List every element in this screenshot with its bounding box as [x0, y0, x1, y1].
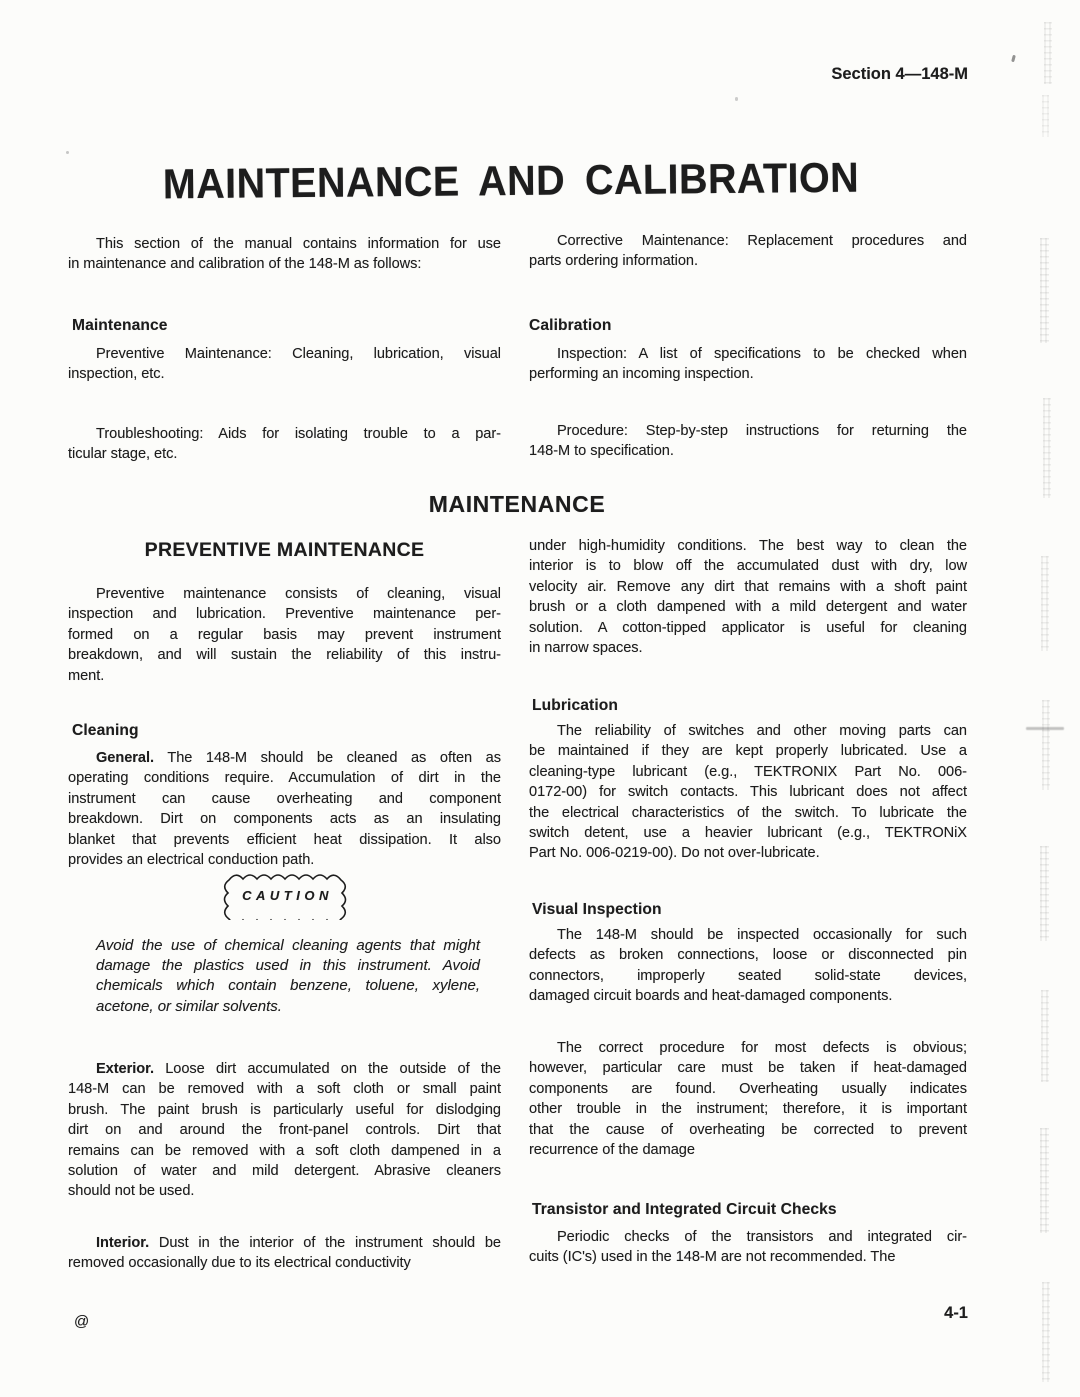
- text-line: that the cause of overheating be corrected to prevent: [529, 1121, 967, 1138]
- text-line: removed occasionally due to its electrical conductivity: [68, 1255, 411, 1272]
- text-line: 148-M to specification.: [529, 443, 674, 460]
- printer-mark: @: [74, 1313, 90, 1330]
- text-line: brush. The paint brush is particularly useful for dislodging: [68, 1101, 501, 1118]
- text-line: ment.: [68, 667, 105, 684]
- text-line: breakdown. Dirt on components acts as an insulating: [68, 811, 501, 828]
- text-line: connectors, improperly seated solid-state devices,: [529, 967, 967, 984]
- visual-inspection-heading: Visual Inspection: [532, 901, 662, 918]
- visual-inspection-paragraph: [529, 925, 967, 1007]
- transistor-checks-heading: Transistor and Integrated Circuit Checks: [532, 1201, 837, 1218]
- text-line: chemicals which contain benzene, toluene, xylene,: [96, 977, 480, 995]
- page-number: 4-1: [944, 1304, 968, 1322]
- text-line: interior is to blow off the accumulated dust with dry, low: [529, 558, 967, 575]
- text-line: under high-humidity conditions. The best way to clean the: [529, 538, 967, 554]
- calibration-overview-heading: Calibration: [529, 317, 612, 334]
- text-line: operating conditions require. Accumulation of dirt in the: [68, 770, 501, 787]
- transistor-checks-paragraph: [529, 1227, 967, 1268]
- procedure-item: [529, 421, 967, 462]
- text-line: The reliability of switches and other moving parts can: [557, 723, 967, 739]
- troubleshooting-item: [68, 424, 501, 465]
- maintenance-overview-heading: Maintenance: [72, 317, 168, 334]
- intro-paragraph-left: [68, 234, 501, 275]
- text-line: damaged circuit boards and heat-damaged components.: [529, 988, 893, 1005]
- caution-box: [221, 870, 349, 920]
- text-line: acetone, or similar solvents.: [96, 997, 282, 1015]
- text-line: Procedure: Step-by-step instructions for returning the: [557, 423, 967, 439]
- text-line: Troubleshooting: Aids for isolating trouble to a par-: [96, 426, 501, 442]
- text-line: Inspection: A list of specifications to be checked when: [557, 346, 967, 362]
- text-line: inspection, etc.: [68, 366, 165, 383]
- defect-procedure-paragraph: [529, 1038, 967, 1160]
- text-line: breakdown, and will sustain the reliability of this instru-: [68, 647, 501, 664]
- text-line: Corrective Maintenance: Replacement procedures and: [557, 233, 967, 249]
- text-line: provides an electrical conduction path.: [68, 852, 315, 869]
- text-line: General. The 148-M should be cleaned as often as: [96, 750, 501, 766]
- text-line: should not be used.: [68, 1183, 195, 1200]
- text-line: 148-M can be removed with a soft cloth or small paint: [68, 1081, 501, 1098]
- text-line: cleaning-type lubricant (e.g., TEKTRONIX Part No. 006-: [529, 763, 967, 780]
- text-line: velocity air. Remove any dirt that remains with a shoft paint: [529, 578, 967, 595]
- section-label: Section 4—148-M: [831, 65, 968, 83]
- text-line: damage the plastics used in this instrument. Avoid: [96, 957, 480, 975]
- text-line: defects as broken connections, loose or disconnected pin: [529, 947, 967, 964]
- cleaning-continued-paragraph: [529, 536, 967, 658]
- text-line: inspection and lubrication. Preventive maintenance per-: [68, 606, 501, 623]
- inspection-item: [529, 344, 967, 385]
- text-line: The correct procedure for most defects is obvious;: [557, 1040, 967, 1056]
- text-line: switch detent, use a heavier lubricant (e.g., TEKTRONiX: [529, 825, 967, 842]
- text-line: blanket that prevents efficient heat dissipation. It also: [68, 831, 501, 848]
- caution-body-paragraph: [96, 936, 480, 1017]
- cleaning-exterior-paragraph: [68, 1059, 501, 1202]
- text-line: Periodic checks of the transistors and integrated cir-: [557, 1229, 967, 1245]
- text-line: The 148-M should be inspected occasionally for such: [557, 927, 967, 943]
- maintenance-section-heading: MAINTENANCE: [428, 491, 606, 517]
- text-line: cuits (IC's) used in the 148-M are not recommended. The: [529, 1249, 896, 1266]
- cleaning-general-paragraph: [68, 748, 501, 870]
- text-line: the electrical characteristics of the switch. To lubricate the: [529, 804, 967, 821]
- lubrication-paragraph: [529, 721, 967, 864]
- text-line: Part No. 006-0219-00). Do not over-lubricate.: [529, 845, 820, 862]
- text-line: dirt on and around the front-panel controls. Dirt that: [68, 1122, 501, 1139]
- text-line: formed on a regular basis may prevent instrument: [68, 626, 501, 643]
- caution-label: CAUTION: [242, 887, 333, 903]
- text-line: brush or a cloth dampened with a mild detergent and water: [529, 599, 967, 616]
- text-line: solution. A cotton-tipped applicator is useful for cleaning: [529, 619, 967, 636]
- text-line: in narrow spaces.: [529, 640, 643, 657]
- text-line: components are found. Overheating usually indicates: [529, 1080, 967, 1097]
- cleaning-interior-paragraph: [68, 1233, 501, 1274]
- text-line: Avoid the use of chemical cleaning agents that might: [96, 937, 480, 954]
- text-line: 0172-00) for switch contacts. This lubricant does not affect: [529, 784, 967, 801]
- cleaning-heading: Cleaning: [72, 722, 139, 739]
- text-line: however, particular care must be taken if heat-damaged: [529, 1060, 967, 1077]
- text-line: Preventive Maintenance: Cleaning, lubrication, visual: [96, 346, 501, 362]
- text-line: Interior. Dust in the interior of the instrument should be: [96, 1235, 501, 1251]
- text-line: instrument can cause overheating and component: [68, 790, 501, 807]
- text-line: recurrence of the damage: [529, 1142, 695, 1159]
- page-title: MAINTENANCE AND CALIBRATION: [162, 153, 860, 208]
- text-line: in maintenance and calibration of the 148-M as follows:: [68, 256, 422, 273]
- text-line: Exterior. Loose dirt accumulated on the outside of the: [96, 1061, 501, 1077]
- text-line: be maintained if they are kept properly lubricated. Use a: [529, 743, 967, 760]
- text-line: other trouble in the instrument; therefore, it is important: [529, 1101, 967, 1118]
- lubrication-heading: Lubrication: [532, 697, 618, 714]
- text-line: Preventive maintenance consists of cleaning, visual: [96, 586, 501, 602]
- text-line: This section of the manual contains information for use: [96, 236, 501, 252]
- preventive-maintenance-item: [68, 344, 501, 385]
- text-line: remains can be removed with a soft cloth dampened in a: [68, 1142, 501, 1159]
- intro-paragraph-right: [529, 231, 967, 272]
- text-line: parts ordering information.: [529, 253, 698, 270]
- text-line: solution of water and mild detergent. Abrasive cleaners: [68, 1163, 501, 1180]
- preventive-intro-paragraph: [68, 584, 501, 686]
- text-line: ticular stage, etc.: [68, 446, 178, 463]
- text-line: performing an incoming inspection.: [529, 366, 754, 383]
- preventive-maintenance-heading: PREVENTIVE MAINTENANCE: [144, 539, 425, 561]
